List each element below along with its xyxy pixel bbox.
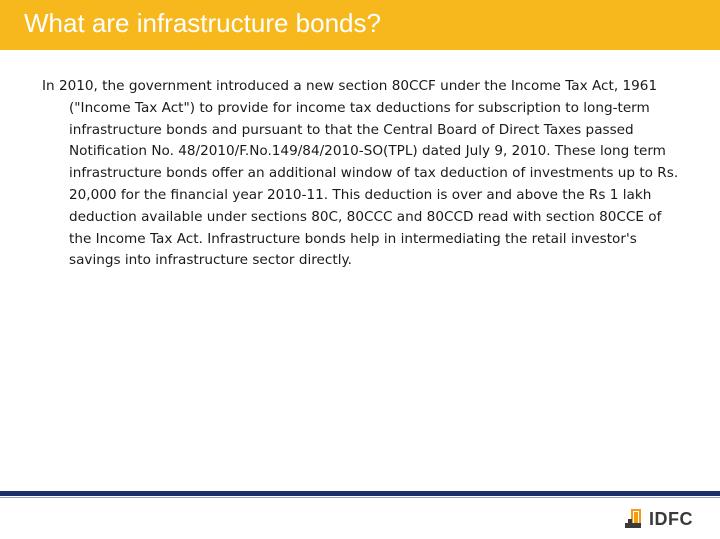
logo-text: IDFC [649, 508, 693, 529]
title-bar [0, 0, 720, 50]
idfc-logo-icon [622, 508, 644, 530]
slide-title: What are infrastructure bonds? [24, 8, 381, 38]
footer-divider [0, 491, 720, 496]
idfc-logo [622, 508, 693, 530]
footer-divider-thin [0, 497, 720, 498]
body-paragraph: In 2010, the government introduced a new section 80CCF under the Income Tax Act, 1961 ("Income Tax Act") to provide for income tax deductions for subscription to long-term infrastructure bonds and pursuant to that the Central Board of Direct Taxes passed Notification No. 48/2010/F.No.149/84/2010-SO(TPL) dated July 9, 2010. These long term infrastructure bonds offer an additional window of tax deduction of investments up to Rs. 20,000 for the financial year 2010-11. This deduction is over and above the Rs 1 lakh deduction available under sections 80C, 80CCC and 80CCD read with section 80CCE of the Income Tax Act. Infrastructure bonds help in intermediating the retail investor's savings into infrastructure sector directly. [42, 78, 679, 269]
